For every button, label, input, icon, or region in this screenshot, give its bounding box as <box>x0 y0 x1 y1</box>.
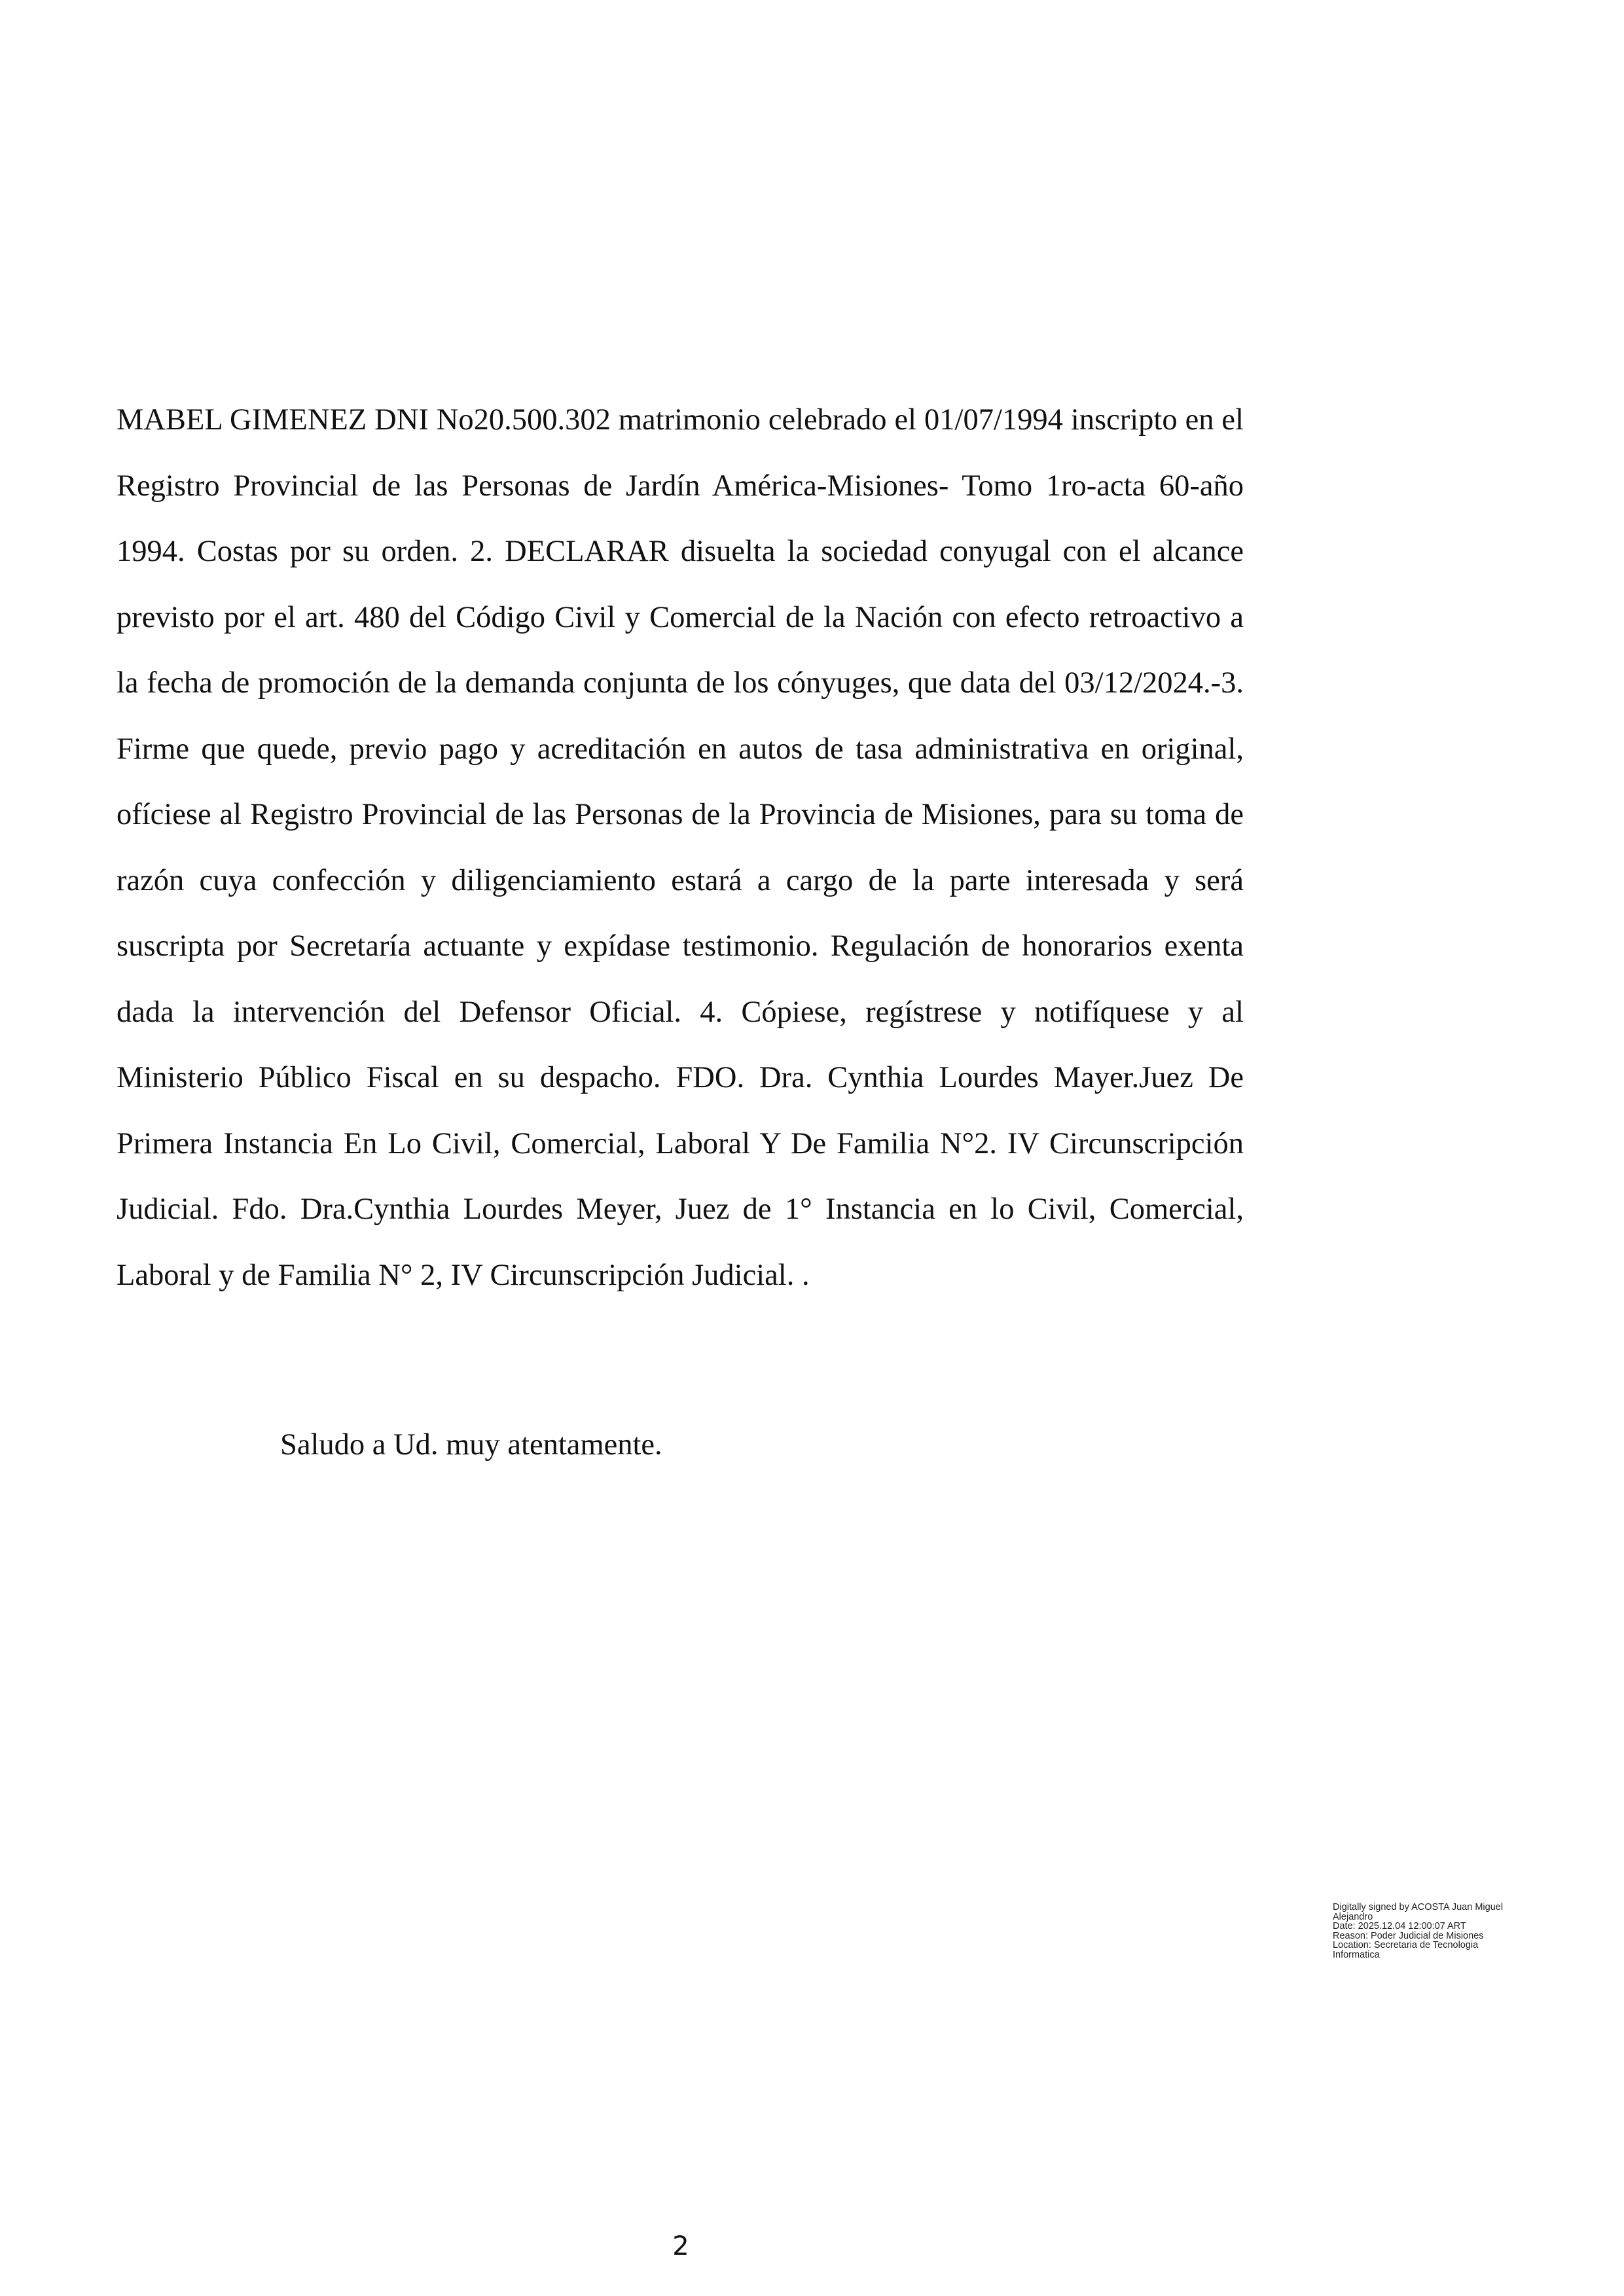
signature-line-date: Date: 2025.12.04 12:00:07 ART <box>1333 1921 1466 1932</box>
signature-line-signer: Digitally signed by ACOSTA Juan Miguel <box>1333 1902 1504 1912</box>
digital-signature-block <box>1333 1903 1555 1960</box>
body-paragraph: MABEL GIMENEZ DNI No20.500.302 matrimonio celebrado el 01/07/1994 inscripto en el Registro Provincial de las Personas de Jardín América-Misiones- Tomo 1ro-acta 60-año 1994. Costas por su orden. 2. DECLARAR disuelta la sociedad conyugal con el alcance previsto por el art. 480 del Código Civil y Comercial de la Nación con efecto retroactivo a la fecha de promoción de la demanda conjunta de los cónyuges, que data del 03/12/2024.-3. Firme que quede, previo pago y acreditación en autos de tasa administrativa en original, ofíciese al Registro Provincial de las Personas de la Provincia de Misiones, para su toma de razón cuya confección y diligenciamiento estará a cargo de la parte interesada y será suscripta por Secretaría actuante y expídase testimonio. Regulación de honorarios exenta dada la intervención del Defensor Oficial. 4. Cópiese, regístrese y notifíquese y al Ministerio Público Fiscal en su despacho. FDO. Dra. Cynthia Lourdes Mayer.Juez De Primera Instancia En Lo Civil, Comercial, Laboral Y De Familia N°2. IV Circunscripción Judicial. Fdo. Dra.Cynthia Lourdes Meyer, Juez de 1° Instancia en lo Civil, Comercial, Laboral y de Familia N° 2, IV Circunscripción Judicial. . <box>117 403 1244 1292</box>
signature-line-signer-cont: Alejandro <box>1333 1911 1373 1922</box>
signature-line-location: Location: Secretaria de Tecnologia <box>1333 1940 1479 1951</box>
signature-line-reason: Reason: Poder Judicial de Misiones <box>1333 1930 1484 1941</box>
closing-salutation: Saludo a Ud. muy atentamente. <box>280 1428 662 1462</box>
page-number: 2 <box>672 2231 689 2261</box>
signature-line-location-cont: Informatica <box>1333 1949 1380 1960</box>
